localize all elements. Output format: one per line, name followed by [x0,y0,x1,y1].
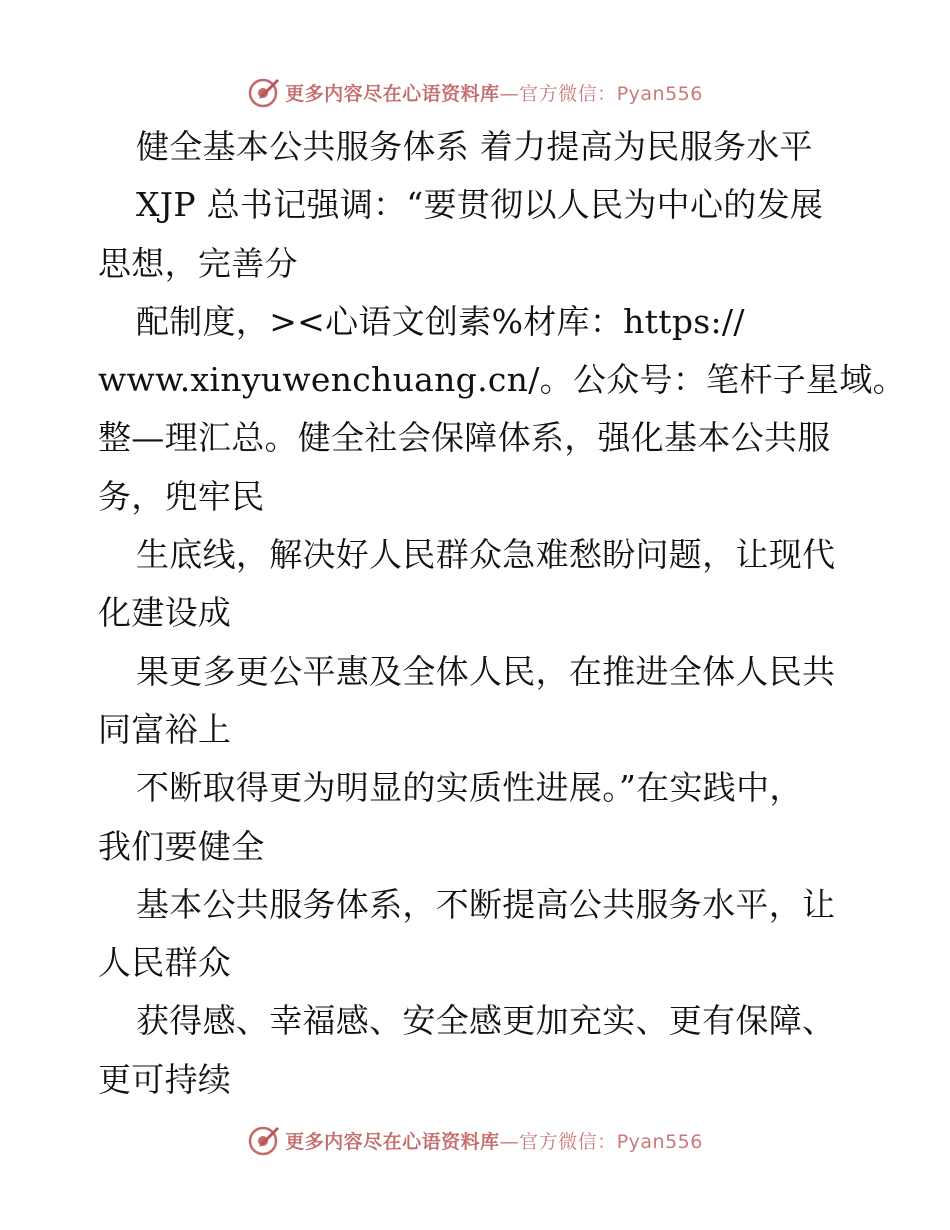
header-wechat-label: 官方微信： [519,82,617,105]
text-line: 化建设成 [98,593,232,633]
text-line: XJP 总书记强调：“要贯彻以人民为中心的发展 [136,185,824,225]
footer-banner-text [285,1127,703,1154]
footer-separator: — [499,1130,520,1153]
footer-brand: 更多内容尽在心语资料库 [285,1130,500,1153]
text-line: 获得感、幸福感、安全感更加充实、更有保障、 [136,1001,836,1041]
text-line: 务，兜牢民 [98,476,265,516]
text-line: 配制度，><心语文创素%材库：https:// [136,301,745,341]
text-line: 生底线，解决好人民群众急难愁盼问题，让现代 [136,535,836,575]
header-banner [0,72,950,112]
header-banner-text [285,79,703,106]
text-line: 更可持续 [98,1059,232,1099]
text-line: 同富裕上 [98,709,232,749]
text-line: 果更多更公平惠及全体人民，在推进全体人民共 [136,651,836,691]
text-line: 整—理汇总。健全社会保障体系，强化基本公共服 [98,418,831,458]
footer-banner [0,1120,950,1160]
text-line: 基本公共服务体系，不断提高公共服务水平，让 [136,884,836,924]
text-line: 人民群众 [98,943,232,983]
footer-wechat-id: Pyan556 [616,1130,703,1153]
header-separator: — [499,82,520,105]
footer-wechat-label: 官方微信： [519,1130,617,1153]
text-line: www.xinyuwenchuang.cn/。公众号：笔杆子星域。 [98,360,906,400]
header-brand: 更多内容尽在心语资料库 [285,82,500,105]
pen-logo-icon [247,75,281,109]
text-line: 思想，完善分 [98,243,298,283]
text-line: 不断取得更为明显的实质性进展。”在实践中， [136,768,803,808]
header-wechat-id: Pyan556 [616,82,703,105]
document-title: 健全基本公共服务体系 着力提高为民服务水平 [136,127,813,166]
pen-logo-icon [247,1123,281,1157]
text-line: 我们要健全 [98,826,265,866]
document-body [98,118,906,1109]
